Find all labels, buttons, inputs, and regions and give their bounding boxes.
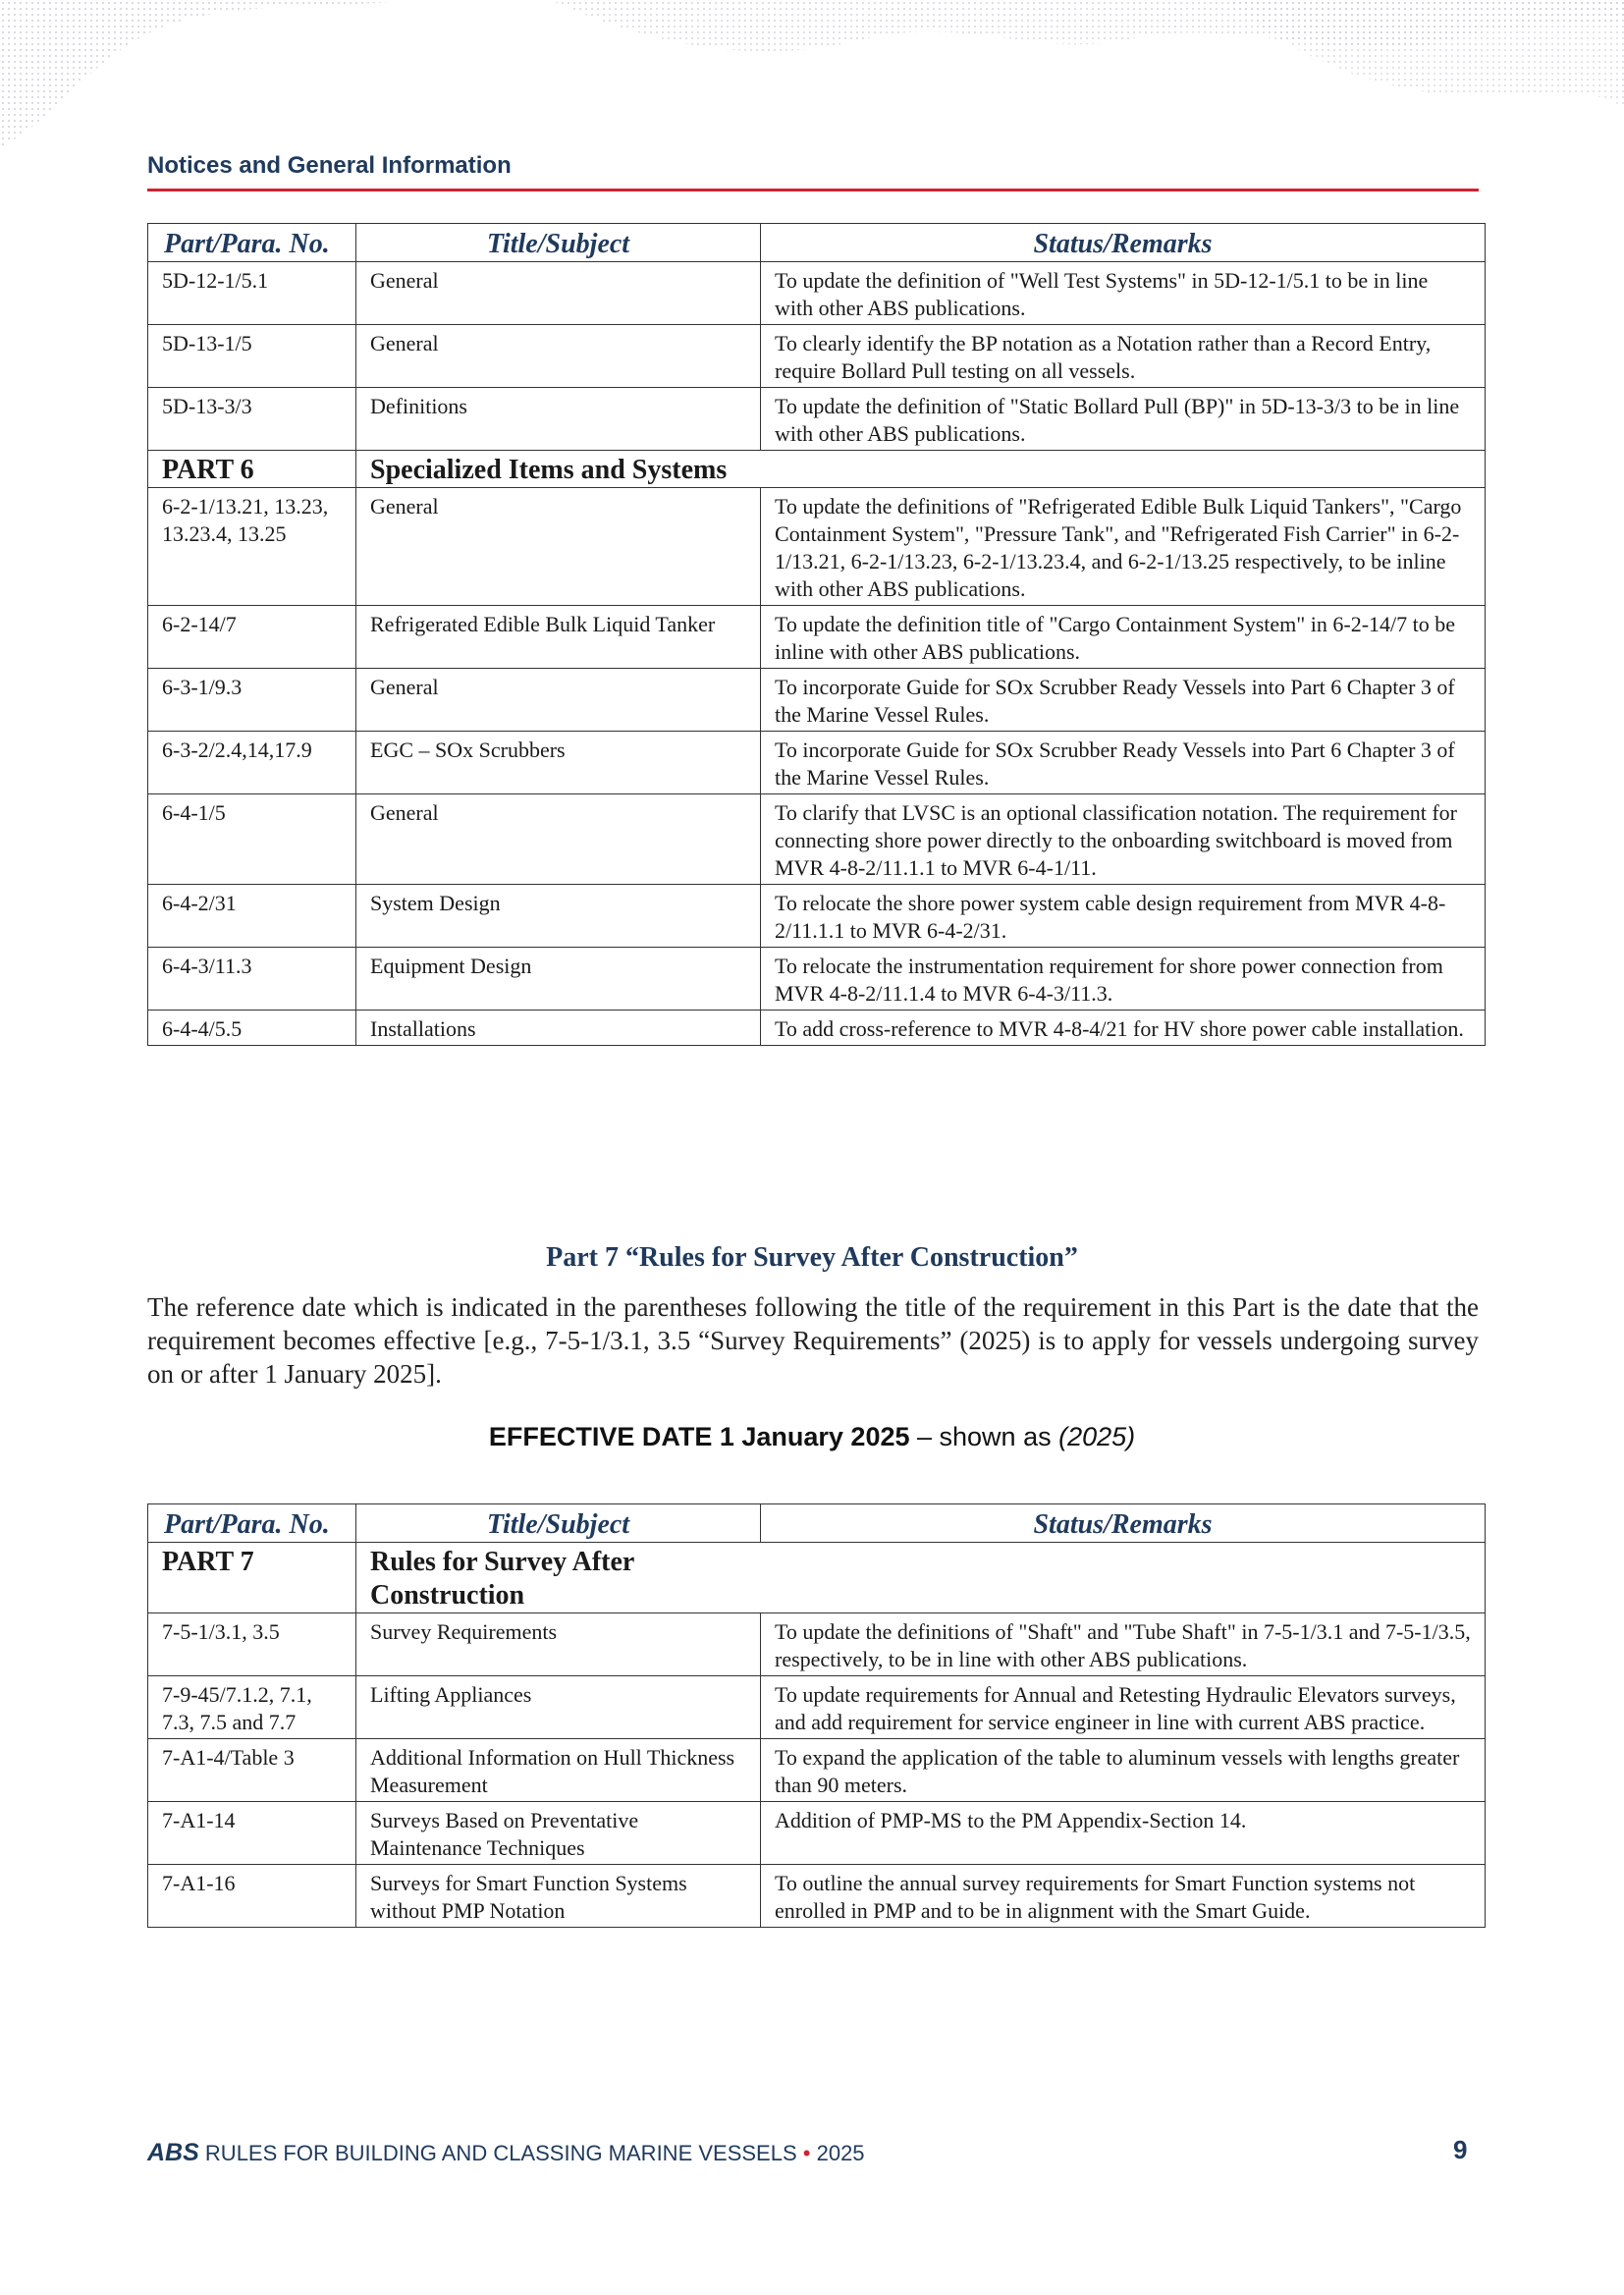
- part-heading-row: [148, 1543, 1486, 1613]
- cell-remarks: To expand the application of the table to aluminum vessels with lengths greater than 90 meters.: [761, 1739, 1486, 1802]
- table-header-row: [148, 1504, 1486, 1543]
- cell-para: 7-A1-14: [148, 1802, 356, 1865]
- running-header-title: Notices and General Information: [147, 152, 512, 179]
- cell-para: 6-3-1/9.3: [148, 669, 356, 732]
- col-header-remarks: Status/Remarks: [761, 1504, 1486, 1543]
- cell-title: Additional Information on Hull Thickness Measurement: [356, 1739, 761, 1802]
- table-row: [148, 388, 1486, 451]
- cell-para: 6-2-1/13.21, 13.23, 13.23.4, 13.25: [148, 488, 356, 606]
- cell-para: 7-5-1/3.1, 3.5: [148, 1613, 356, 1676]
- table-row: [148, 669, 1486, 732]
- part-title: Rules for Survey After Construction: [356, 1543, 761, 1613]
- table-row: [148, 1011, 1486, 1046]
- revisions-table-part5-6: [147, 223, 1486, 1046]
- part-label: PART 7: [148, 1543, 356, 1613]
- footer-title: RULES FOR BUILDING AND CLASSING MARINE VESSELS: [204, 2141, 797, 2165]
- cell-title: EGC – SOx Scrubbers: [356, 732, 761, 794]
- part-empty-cell: [761, 1543, 1486, 1613]
- cell-para: 5D-13-3/3: [148, 388, 356, 451]
- header-rule: [147, 189, 1479, 191]
- table-row: [148, 325, 1486, 388]
- cell-para: 6-4-4/5.5: [148, 1011, 356, 1046]
- table-row: [148, 606, 1486, 669]
- col-header-para: Part/Para. No.: [148, 224, 356, 262]
- cell-title: Lifting Appliances: [356, 1676, 761, 1739]
- table-row: [148, 1739, 1486, 1802]
- cell-remarks: To relocate the shore power system cable design requirement from MVR 4-8-2/11.1.1 to MVR 6-4-2/31.: [761, 885, 1486, 948]
- effective-date-mid: – shown as: [909, 1422, 1059, 1451]
- col-header-title: Title/Subject: [356, 1504, 761, 1543]
- cell-para: 5D-13-1/5: [148, 325, 356, 388]
- table-row: [148, 488, 1486, 606]
- cell-title: General: [356, 669, 761, 732]
- table-row: [148, 794, 1486, 885]
- cell-title: General: [356, 325, 761, 388]
- table-row: [148, 732, 1486, 794]
- cell-title: Equipment Design: [356, 948, 761, 1011]
- part7-paragraph: The reference date which is indicated in the parentheses following the title of the requirement in this Part is the date that the requirement becomes effective [e.g., 7-5-1/3.1, 3.5 “Survey Requirements” (2025) is to apply for vessels undergoing survey on or after 1 January 2025].: [147, 1292, 1479, 1389]
- cell-remarks: To incorporate Guide for SOx Scrubber Ready Vessels into Part 6 Chapter 3 of the Marine Vessel Rules.: [761, 669, 1486, 732]
- page-number: 9: [1453, 2135, 1468, 2164]
- cell-para: 6-4-2/31: [148, 885, 356, 948]
- cell-remarks: To update the definitions of "Refrigerated Edible Bulk Liquid Tankers", "Cargo Containment System", "Pressure Tank", and "Refrigerated Fish Carrier" in 6-2-1/13.21, 6-2-1/13.23, 6-2-1/13.23.4, and 6-2-1/13.25 respectively, to be inline with other ABS publications.: [761, 488, 1486, 606]
- cell-para: 6-2-14/7: [148, 606, 356, 669]
- cell-title: Surveys Based on Preventative Maintenance Techniques: [356, 1802, 761, 1865]
- cell-remarks: To clearly identify the BP notation as a Notation rather than a Record Entry, require Bollard Pull testing on all vessels.: [761, 325, 1486, 388]
- cell-title: General: [356, 794, 761, 885]
- cell-remarks: To outline the annual survey requirements for Smart Function systems not enrolled in PMP and to be in alignment with the Smart Guide.: [761, 1865, 1486, 1928]
- table-row: [148, 1676, 1486, 1739]
- effective-date-bold: EFFECTIVE DATE 1 January 2025: [488, 1422, 910, 1451]
- part-empty-cell: [761, 451, 1486, 488]
- cell-remarks: To relocate the instrumentation requirement for shore power connection from MVR 4-8-2/11.1.4 to MVR 6-4-3/11.3.: [761, 948, 1486, 1011]
- cell-remarks: To update the definitions of "Shaft" and "Tube Shaft" in 7-5-1/3.1 and 7-5-1/3.5, respectively, to be in line with other ABS publications.: [761, 1613, 1486, 1676]
- part-label: PART 6: [148, 451, 356, 488]
- cell-para: 7-A1-4/Table 3: [148, 1739, 356, 1802]
- table-row: [148, 262, 1486, 325]
- page-footer: [147, 2139, 865, 2167]
- header-wave-decoration: [0, 0, 1624, 157]
- cell-remarks: Addition of PMP-MS to the PM Appendix-Section 14.: [761, 1802, 1486, 1865]
- part7-heading: Part 7 “Rules for Survey After Construction”: [546, 1242, 1078, 1273]
- cell-remarks: To update the definition title of "Cargo Containment System" in 6-2-14/7 to be inline with other ABS publications.: [761, 606, 1486, 669]
- col-header-title: Title/Subject: [356, 224, 761, 262]
- footer-separator: •: [802, 2141, 811, 2165]
- effective-date-italic: (2025): [1058, 1422, 1136, 1451]
- cell-para: 6-4-1/5: [148, 794, 356, 885]
- table-row: [148, 948, 1486, 1011]
- cell-para: 5D-12-1/5.1: [148, 262, 356, 325]
- cell-title: General: [356, 262, 761, 325]
- footer-year: 2025: [816, 2141, 865, 2165]
- cell-title: System Design: [356, 885, 761, 948]
- table-row: [148, 885, 1486, 948]
- cell-para: 7-9-45/7.1.2, 7.1, 7.3, 7.5 and 7.7: [148, 1676, 356, 1739]
- table-row: [148, 1613, 1486, 1676]
- part-title: Specialized Items and Systems: [356, 451, 761, 488]
- abs-logo-text: ABS: [147, 2139, 199, 2166]
- revisions-table-part7: [147, 1503, 1486, 1928]
- col-header-para: Part/Para. No.: [148, 1504, 356, 1543]
- table-row: [148, 1865, 1486, 1928]
- cell-remarks: To update the definition of "Well Test Systems" in 5D-12-1/5.1 to be in line with other ABS publications.: [761, 262, 1486, 325]
- cell-remarks: To add cross-reference to MVR 4-8-4/21 for HV shore power cable installation.: [761, 1011, 1486, 1046]
- cell-remarks: To update the definition of "Static Bollard Pull (BP)" in 5D-13-3/3 to be in line with other ABS publications.: [761, 388, 1486, 451]
- cell-title: Installations: [356, 1011, 761, 1046]
- cell-title: Survey Requirements: [356, 1613, 761, 1676]
- col-header-remarks: Status/Remarks: [761, 224, 1486, 262]
- cell-remarks: To incorporate Guide for SOx Scrubber Ready Vessels into Part 6 Chapter 3 of the Marine Vessel Rules.: [761, 732, 1486, 794]
- table-row: [148, 1802, 1486, 1865]
- cell-title: Surveys for Smart Function Systems without PMP Notation: [356, 1865, 761, 1928]
- effective-date-line: [0, 1422, 1624, 1452]
- cell-title: Definitions: [356, 388, 761, 451]
- cell-remarks: To clarify that LVSC is an optional classification notation. The requirement for connecting shore power directly to the onboarding switchboard is moved from MVR 4-8-2/11.1.1 to MVR 6-4-1/11.: [761, 794, 1486, 885]
- cell-title: General: [356, 488, 761, 606]
- cell-remarks: To update requirements for Annual and Retesting Hydraulic Elevators surveys, and add requirement for service engineer in line with current ABS practice.: [761, 1676, 1486, 1739]
- cell-title: Refrigerated Edible Bulk Liquid Tanker: [356, 606, 761, 669]
- part-heading-row: [148, 451, 1486, 488]
- cell-para: 6-4-3/11.3: [148, 948, 356, 1011]
- table-header-row: [148, 224, 1486, 262]
- cell-para: 6-3-2/2.4,14,17.9: [148, 732, 356, 794]
- cell-para: 7-A1-16: [148, 1865, 356, 1928]
